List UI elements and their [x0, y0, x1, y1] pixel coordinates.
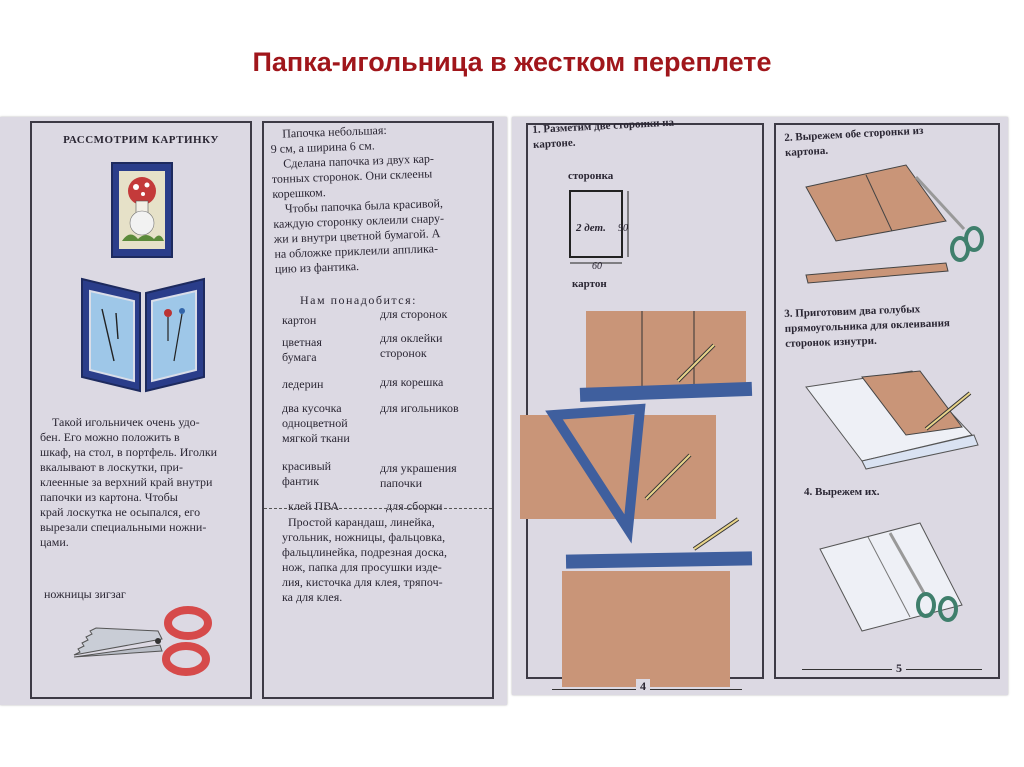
step1-line: 1. Разметим две сторонки на — [532, 117, 675, 136]
label-side: сторонка — [568, 170, 614, 182]
tools-line: фальцлинейка, подрезная доска, — [282, 545, 448, 559]
tools-line: нож, папка для просушки изде- — [282, 560, 442, 574]
tools-line: ка для клея. — [282, 590, 343, 604]
tools-line: Простой карандаш, линейка, — [288, 515, 435, 529]
description-line: папочки из картона. Чтобы — [40, 490, 178, 504]
material-item: красивый фантик — [282, 459, 332, 488]
closed-folder-illustration — [110, 161, 180, 261]
description-line: цами. — [40, 535, 69, 549]
description-line: клеенные за верхний край внутри — [40, 475, 213, 489]
description-line: край лоскутка не осыпался, его — [40, 505, 201, 519]
intro-line: цию из фантика. — [274, 258, 360, 276]
material-purpose: для украшения папочки — [380, 461, 457, 490]
page-number-right: 5 — [892, 661, 906, 676]
step3-line: 3. Приготовим два голубых — [784, 303, 921, 320]
description-line: Такой игольничек очень удо- — [52, 415, 200, 429]
material-purpose: для корешка — [380, 375, 444, 389]
material-item: картон — [282, 313, 317, 327]
step3-line: сторонок изнутри. — [785, 334, 877, 350]
description-line: шкаф, на стол, в портфель. Иголки — [40, 445, 218, 459]
dim-width: 60 — [592, 261, 602, 272]
intro-line: корешком. — [272, 185, 326, 201]
dim-height: 90 — [618, 223, 628, 234]
intro-line: тонных сторонок. Они склеены — [271, 166, 433, 186]
material-purpose: для сборки — [386, 499, 443, 513]
material-item: цветная бумага — [282, 335, 322, 364]
material-item: ледерин — [282, 377, 324, 391]
label-cardboard: картон — [572, 278, 607, 290]
tools-line: угольник, ножницы, фальцовка, — [282, 530, 446, 544]
material-item: два кусочка одноцветной мягкой ткани — [282, 401, 350, 445]
intro-line: Чтобы папочка была красивой, — [284, 196, 444, 216]
step2-line: 2. Вырежем обе сторонки из — [784, 124, 924, 144]
description-line: бен. Его можно положить в — [40, 430, 180, 444]
marking-cardboard-illustration — [514, 303, 764, 695]
description-line: вкалывают в лоскутки, при- — [40, 460, 183, 474]
material-item: клей ПВА — [288, 499, 340, 513]
zigzag-scissors-icon — [70, 601, 220, 681]
step3-line: прямоугольника для оклеивания — [784, 317, 951, 335]
scissors-label: ножницы зигзаг — [44, 587, 126, 601]
rect-label: 2 дет. — [576, 222, 606, 234]
left-heading: РАССМОТРИМ КАРТИНКУ — [63, 134, 219, 146]
description-line: вырезали специальными ножни- — [40, 520, 207, 534]
material-purpose: для сторонок — [380, 307, 448, 321]
left-book-page-photo — [0, 117, 507, 705]
slide-title: Папка-игольница в жестком переплете — [252, 47, 772, 77]
intro-line: 9 см, а ширина 6 см. — [270, 138, 375, 156]
material-purpose: для оклейки сторонок — [380, 331, 443, 360]
intro-line: жи и внутри цветной бумагой. А — [273, 226, 441, 246]
intro-line: каждую сторонку оклеили снару- — [273, 210, 445, 231]
blue-rectangles-illustration — [802, 365, 1002, 475]
materials-heading: Нам понадобится: — [300, 293, 417, 307]
intro-block — [270, 119, 495, 277]
intro-line: Сделана папочка из двух кар- — [283, 151, 435, 171]
open-folder-illustration — [78, 269, 208, 393]
tools-block — [282, 515, 492, 605]
page-number-left: 4 — [636, 679, 650, 694]
intro-line: на обложке приклеили апплика- — [274, 241, 439, 261]
step1-line: картоне. — [532, 136, 576, 151]
step2-line: картона. — [784, 144, 829, 159]
description-block — [40, 415, 246, 550]
materials-divider — [264, 508, 492, 509]
material-purpose: для игольников — [380, 401, 459, 415]
cutting-cardboard-illustration — [796, 157, 996, 287]
step4-text: 4. Вырежем их. — [804, 486, 880, 498]
tools-line: лия, кисточка для клея, тряпоч- — [282, 575, 443, 589]
right-book-page-photo — [512, 117, 1008, 695]
cutting-blue-paper-illustration — [812, 513, 1002, 643]
step3-text — [784, 300, 997, 352]
intro-line: Папочка небольшая: — [281, 122, 387, 141]
